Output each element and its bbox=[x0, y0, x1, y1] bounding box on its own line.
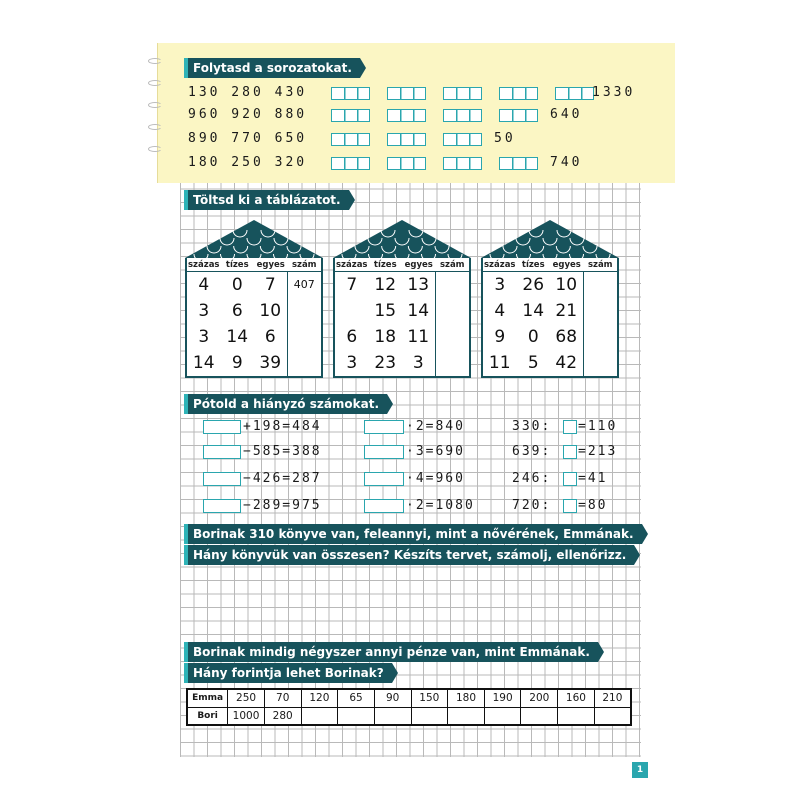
equation-text: ·2=840 bbox=[406, 419, 465, 434]
digit-cell: 14 bbox=[226, 327, 249, 347]
section-title-sequences: Folytasd a sorozatokat. bbox=[184, 58, 360, 78]
emma-value: 70 bbox=[264, 689, 301, 707]
digit-cell: 21 bbox=[550, 298, 584, 324]
answer-box[interactable] bbox=[387, 87, 426, 100]
problem2-line2: Hány forintja lehet Borinak? bbox=[184, 663, 392, 683]
answer-box[interactable] bbox=[443, 87, 482, 100]
column-header: szám bbox=[587, 260, 613, 270]
answer-box[interactable] bbox=[499, 109, 538, 122]
number-cell[interactable] bbox=[288, 324, 322, 350]
digit-cell: 68 bbox=[550, 324, 584, 350]
house-body bbox=[483, 272, 617, 376]
digit-cell: 6 bbox=[346, 327, 358, 347]
digit-cell: 11 bbox=[488, 353, 511, 373]
bori-value[interactable] bbox=[521, 707, 558, 725]
digit-cell: 14 bbox=[522, 301, 545, 321]
answer-box[interactable] bbox=[203, 445, 241, 459]
answer-box[interactable] bbox=[364, 420, 404, 434]
emma-value: 180 bbox=[448, 689, 485, 707]
problem1-line2: Hány könyvük van összesen? Készíts tervet, számolj, ellenőrizz. bbox=[184, 545, 634, 565]
number-cell[interactable] bbox=[436, 298, 470, 324]
digit-cell: 12 bbox=[374, 275, 397, 295]
sequence-end: 740 bbox=[550, 155, 583, 170]
digit-cell: 0 bbox=[527, 327, 539, 347]
equation-text: +198=484 bbox=[243, 419, 322, 434]
sequence-row bbox=[188, 106, 648, 124]
answer-box[interactable] bbox=[563, 472, 577, 486]
equation-text: 639: bbox=[512, 444, 552, 459]
spiral-ring bbox=[148, 146, 162, 152]
digit-cell: 23 bbox=[374, 353, 397, 373]
digit-cell: 7 bbox=[254, 272, 288, 298]
digit-cell: 3 bbox=[198, 327, 210, 347]
answer-box[interactable] bbox=[364, 445, 404, 459]
answer-box[interactable] bbox=[387, 133, 426, 146]
page-number: 1 bbox=[632, 762, 648, 778]
emma-label: Emma bbox=[187, 689, 228, 707]
column-header: szám bbox=[439, 260, 465, 270]
equation-text: 720: bbox=[512, 498, 552, 513]
answer-box[interactable] bbox=[563, 445, 577, 459]
digit-cell: 0 bbox=[231, 275, 243, 295]
equation-text: ·2=1080 bbox=[406, 498, 475, 513]
bori-value[interactable] bbox=[338, 707, 375, 725]
spiral-ring bbox=[148, 80, 162, 86]
roof-icon bbox=[481, 220, 619, 260]
answer-box[interactable] bbox=[364, 499, 404, 513]
column-header: százas bbox=[188, 260, 220, 270]
sequence-end: 50 bbox=[494, 131, 516, 146]
bori-label: Bori bbox=[187, 707, 228, 725]
spiral-ring bbox=[148, 58, 162, 64]
bori-value[interactable] bbox=[484, 707, 521, 725]
number-cell[interactable] bbox=[584, 350, 618, 376]
answer-box[interactable] bbox=[387, 157, 426, 170]
digit-cell: 6 bbox=[254, 324, 288, 350]
emma-value: 160 bbox=[558, 689, 595, 707]
sequence-end: 1330 bbox=[592, 85, 636, 100]
answer-box[interactable] bbox=[331, 87, 370, 100]
digit-cell: 3 bbox=[346, 353, 358, 373]
bori-value[interactable] bbox=[448, 707, 485, 725]
emma-value: 90 bbox=[374, 689, 411, 707]
column-header: tízes bbox=[373, 260, 397, 270]
bori-value[interactable] bbox=[558, 707, 595, 725]
answer-box[interactable] bbox=[331, 109, 370, 122]
digit-cell: 11 bbox=[402, 324, 436, 350]
digit-cell bbox=[335, 298, 369, 324]
equation-text: 330: bbox=[512, 419, 552, 434]
digit-cell: 14 bbox=[192, 353, 215, 373]
house bbox=[333, 220, 471, 378]
emma-row bbox=[187, 689, 631, 707]
emma-value: 150 bbox=[411, 689, 448, 707]
house bbox=[481, 220, 619, 378]
bori-value[interactable] bbox=[374, 707, 411, 725]
column-header: egyes bbox=[256, 260, 285, 270]
digit-cell: 26 bbox=[522, 275, 545, 295]
number-cell[interactable] bbox=[436, 324, 470, 350]
bori-value[interactable] bbox=[301, 707, 338, 725]
equation-text: =41 bbox=[578, 471, 608, 486]
column-header: tízes bbox=[225, 260, 249, 270]
sequence-start: 180 250 320 bbox=[188, 155, 308, 170]
answer-box[interactable] bbox=[443, 133, 482, 146]
equation-text: 246: bbox=[512, 471, 552, 486]
column-header: egyes bbox=[552, 260, 581, 270]
emma-value: 120 bbox=[301, 689, 338, 707]
digit-cell: 3 bbox=[402, 350, 436, 376]
digit-cell: 39 bbox=[254, 350, 288, 376]
digit-cell: 18 bbox=[374, 327, 397, 347]
sequence-end: 640 bbox=[550, 107, 583, 122]
sequence-start: 960 920 880 bbox=[188, 107, 308, 122]
equation-text: −289=975 bbox=[243, 498, 322, 513]
sequence-row bbox=[188, 84, 648, 102]
column-header: szám bbox=[291, 260, 317, 270]
answer-box[interactable] bbox=[203, 420, 241, 434]
house-header bbox=[187, 258, 321, 272]
answer-box[interactable] bbox=[203, 499, 241, 513]
digit-cell: 13 bbox=[402, 272, 436, 298]
house-body bbox=[187, 272, 321, 376]
house-table bbox=[333, 258, 471, 378]
sequence-start: 130 280 430 bbox=[188, 85, 308, 100]
equation-text: −426=287 bbox=[243, 471, 322, 486]
house-header bbox=[335, 258, 469, 272]
number-cell[interactable] bbox=[436, 272, 470, 298]
house-table bbox=[185, 258, 323, 378]
digit-cell: 4 bbox=[494, 301, 506, 321]
answer-box[interactable] bbox=[203, 472, 241, 486]
sequence-row bbox=[188, 130, 648, 148]
equation-text: =110 bbox=[578, 419, 618, 434]
house-header bbox=[483, 258, 617, 272]
number-cell[interactable]: 407 bbox=[293, 278, 315, 291]
digit-cell: 14 bbox=[402, 298, 436, 324]
answer-box[interactable] bbox=[563, 499, 577, 513]
section-title-missing: Pótold a hiányzó számokat. bbox=[184, 394, 387, 414]
answer-box[interactable] bbox=[499, 157, 538, 170]
emma-value: 250 bbox=[228, 689, 265, 707]
column-header: százas bbox=[484, 260, 516, 270]
answer-box[interactable] bbox=[443, 109, 482, 122]
digit-cell: 4 bbox=[198, 275, 210, 295]
digit-cell: 10 bbox=[254, 298, 288, 324]
spiral-ring bbox=[148, 102, 162, 108]
answer-box[interactable] bbox=[499, 87, 538, 100]
house-body bbox=[335, 272, 469, 376]
answer-box[interactable] bbox=[387, 109, 426, 122]
number-cell[interactable] bbox=[436, 350, 470, 376]
house bbox=[185, 220, 323, 378]
sequence-row bbox=[188, 154, 648, 172]
equation-text: −585=388 bbox=[243, 444, 322, 459]
equation-text: ·3=690 bbox=[406, 444, 465, 459]
digit-cell: 3 bbox=[494, 275, 506, 295]
digit-cell: 10 bbox=[550, 272, 584, 298]
equation-text: =80 bbox=[578, 498, 608, 513]
digit-cell: 3 bbox=[198, 301, 210, 321]
column-header: százas bbox=[336, 260, 368, 270]
section-title-table: Töltsd ki a táblázatot. bbox=[184, 190, 349, 210]
answer-box[interactable] bbox=[563, 420, 577, 434]
emma-value: 210 bbox=[594, 689, 631, 707]
money-table bbox=[186, 688, 632, 726]
bori-value[interactable] bbox=[411, 707, 448, 725]
emma-value: 190 bbox=[484, 689, 521, 707]
digit-cell: 9 bbox=[494, 327, 506, 347]
roof-icon bbox=[333, 220, 471, 260]
roof-icon bbox=[185, 220, 323, 260]
answer-box[interactable] bbox=[364, 472, 404, 486]
column-header: egyes bbox=[404, 260, 433, 270]
problem1-line1: Borinak 310 könyve van, feleannyi, mint a nővérének, Emmának. bbox=[184, 524, 642, 544]
answer-box[interactable] bbox=[555, 87, 594, 100]
problem2-line1: Borinak mindig négyszer annyi pénze van, mint Emmának. bbox=[184, 642, 598, 662]
bori-value[interactable]: 1000 bbox=[228, 707, 265, 725]
answer-box[interactable] bbox=[331, 133, 370, 146]
bori-value[interactable] bbox=[594, 707, 631, 725]
bori-value[interactable]: 280 bbox=[264, 707, 301, 725]
bori-row bbox=[187, 707, 631, 725]
digit-cell: 6 bbox=[231, 301, 243, 321]
equation-text: ·4=960 bbox=[406, 471, 465, 486]
number-cell[interactable] bbox=[584, 324, 618, 350]
number-cell[interactable] bbox=[584, 272, 618, 298]
digit-cell: 5 bbox=[527, 353, 539, 373]
digit-cell: 42 bbox=[550, 350, 584, 376]
answer-box[interactable] bbox=[443, 157, 482, 170]
house-table bbox=[481, 258, 619, 378]
digit-cell: 15 bbox=[374, 301, 397, 321]
digit-cell: 9 bbox=[231, 353, 243, 373]
sequence-start: 890 770 650 bbox=[188, 131, 308, 146]
equation-text: =213 bbox=[578, 444, 618, 459]
digit-cell: 7 bbox=[346, 275, 358, 295]
number-cell[interactable] bbox=[288, 350, 322, 376]
answer-box[interactable] bbox=[331, 157, 370, 170]
number-cell[interactable] bbox=[584, 298, 618, 324]
column-header: tízes bbox=[521, 260, 545, 270]
number-cell[interactable] bbox=[288, 298, 322, 324]
emma-value: 65 bbox=[338, 689, 375, 707]
emma-value: 200 bbox=[521, 689, 558, 707]
spiral-ring bbox=[148, 124, 162, 130]
